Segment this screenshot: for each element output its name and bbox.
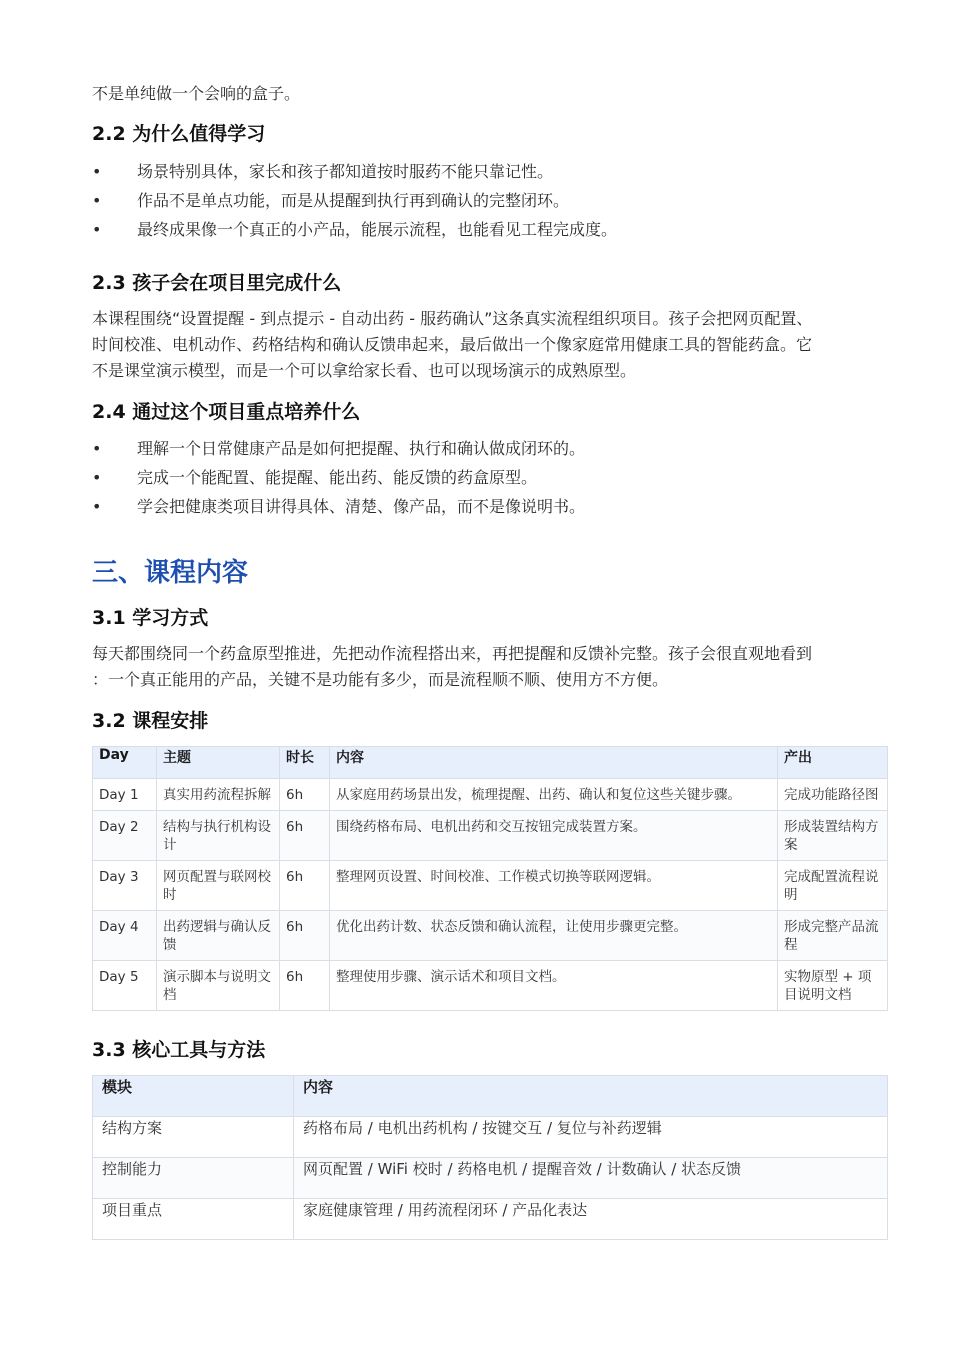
cell-output: 形成完整产品流程 <box>778 911 888 961</box>
heading-3-1: 3.1 学习方式 <box>92 607 209 629</box>
cell-module: 控制能力 <box>93 1158 294 1199</box>
paragraph-2-3 <box>92 306 892 384</box>
list-item-text: 学会把健康类项目讲得具体、清楚、像产品，而不是像说明书。 <box>137 497 586 516</box>
cell-day: Day 4 <box>93 911 157 961</box>
list-item-text: 场景特别具体，家长和孩子都知道按时服药不能只靠记性。 <box>137 162 554 181</box>
list-item <box>92 157 872 186</box>
cell-content: 优化出药计数、状态反馈和确认流程，让使用步骤更完整。 <box>330 911 778 961</box>
tools-table <box>92 1075 888 1240</box>
cell-duration: 6h <box>280 811 330 861</box>
section-heading-3: 三、课程内容 <box>92 558 249 588</box>
column-header-content: 内容 <box>294 1076 888 1117</box>
paragraph-line: 本课程围绕“设置提醒 - 到点提示 - 自动出药 - 服药确认”这条真实流程组织项目。孩子会把网页配置、 <box>92 309 813 328</box>
column-header-module: 模块 <box>93 1076 294 1117</box>
cell-content: 围绕药格布局、电机出药和交互按钮完成装置方案。 <box>330 811 778 861</box>
paragraph-line: ：一个真正能用的产品，关键不是功能有多少，而是流程顺不顺、使用方不方便。 <box>92 670 669 689</box>
cell-topic: 出药逻辑与确认反馈 <box>157 911 280 961</box>
bullet-dot: • <box>92 497 102 516</box>
cell-duration: 6h <box>280 861 330 911</box>
heading-3-2: 3.2 课程安排 <box>92 710 209 732</box>
table-header-row <box>93 1076 888 1117</box>
bullet-dot: • <box>92 220 102 239</box>
column-header-duration: 时长 <box>280 747 330 779</box>
cell-output: 完成配置流程说明 <box>778 861 888 911</box>
cell-output: 完成功能路径图 <box>778 779 888 811</box>
cell-topic: 演示脚本与说明文档 <box>157 961 280 1011</box>
table-row <box>93 961 888 1011</box>
list-item <box>92 215 872 244</box>
bullet-dot: • <box>92 191 102 210</box>
cell-topic: 网页配置与联网校时 <box>157 861 280 911</box>
cell-module: 结构方案 <box>93 1117 294 1158</box>
table-row <box>93 861 888 911</box>
column-header-day: Day <box>93 747 157 779</box>
heading-2-3: 2.3 孩子会在项目里完成什么 <box>92 272 342 294</box>
table-row <box>93 1199 888 1240</box>
cell-module: 项目重点 <box>93 1199 294 1240</box>
cell-day: Day 3 <box>93 861 157 911</box>
cell-duration: 6h <box>280 911 330 961</box>
column-header-topic: 主题 <box>157 747 280 779</box>
bullet-list-2-4 <box>92 434 872 521</box>
list-item <box>92 434 872 463</box>
cell-duration: 6h <box>280 961 330 1011</box>
cell-content: 从家庭用药场景出发，梳理提醒、出药、确认和复位这些关键步骤。 <box>330 779 778 811</box>
cell-content: 整理网页设置、时间校准、工作模式切换等联网逻辑。 <box>330 861 778 911</box>
column-header-output: 产出 <box>778 747 888 779</box>
cell-output: 实物原型 + 项目说明文档 <box>778 961 888 1011</box>
heading-3-3: 3.3 核心工具与方法 <box>92 1039 266 1061</box>
cell-content: 网页配置 / WiFi 校时 / 药格电机 / 提醒音效 / 计数确认 / 状态反馈 <box>294 1158 888 1199</box>
paragraph-3-1 <box>92 641 892 693</box>
bullet-dot: • <box>92 468 102 487</box>
cell-day: Day 2 <box>93 811 157 861</box>
cell-duration: 6h <box>280 779 330 811</box>
table-row <box>93 779 888 811</box>
table-row <box>93 1117 888 1158</box>
table-row <box>93 811 888 861</box>
list-item <box>92 492 872 521</box>
table-row <box>93 911 888 961</box>
heading-2-4: 2.4 通过这个项目重点培养什么 <box>92 401 361 423</box>
list-item-text: 作品不是单点功能，而是从提醒到执行再到确认的完整闭环。 <box>137 191 570 210</box>
cell-topic: 结构与执行机构设计 <box>157 811 280 861</box>
list-item-text: 最终成果像一个真正的小产品，能展示流程，也能看见工程完成度。 <box>137 220 618 239</box>
table-header-row <box>93 747 888 779</box>
cell-day: Day 1 <box>93 779 157 811</box>
list-item-text: 完成一个能配置、能提醒、能出药、能反馈的药盒原型。 <box>137 468 538 487</box>
list-item <box>92 463 872 492</box>
schedule-table <box>92 746 888 1011</box>
heading-2-2: 2.2 为什么值得学习 <box>92 123 266 145</box>
cell-topic: 真实用药流程拆解 <box>157 779 280 811</box>
bullet-dot: • <box>92 439 102 458</box>
cell-content: 药格布局 / 电机出药机构 / 按键交互 / 复位与补药逻辑 <box>294 1117 888 1158</box>
bullet-dot: • <box>92 162 102 181</box>
paragraph-line: 不是课堂演示模型，而是一个可以拿给家长看、也可以现场演示的成熟原型。 <box>92 361 637 380</box>
table-row <box>93 1158 888 1199</box>
cell-output: 形成装置结构方案 <box>778 811 888 861</box>
list-item-text: 理解一个日常健康产品是如何把提醒、执行和确认做成闭环的。 <box>137 439 586 458</box>
cell-day: Day 5 <box>93 961 157 1011</box>
cell-content: 整理使用步骤、演示话术和项目文档。 <box>330 961 778 1011</box>
column-header-content: 内容 <box>330 747 778 779</box>
list-item <box>92 186 872 215</box>
intro-tail-paragraph: 不是单纯做一个会响的盒子。 <box>92 84 301 103</box>
bullet-list-2-2 <box>92 157 872 244</box>
paragraph-line: 每天都围绕同一个药盒原型推进，先把动作流程搭出来，再把提醒和反馈补完整。孩子会很直观地看到 <box>92 644 813 663</box>
paragraph-line: 时间校准、电机动作、药格结构和确认反馈串起来，最后做出一个像家庭常用健康工具的智能药盒。它 <box>92 335 813 354</box>
cell-content: 家庭健康管理 / 用药流程闭环 / 产品化表达 <box>294 1199 888 1240</box>
